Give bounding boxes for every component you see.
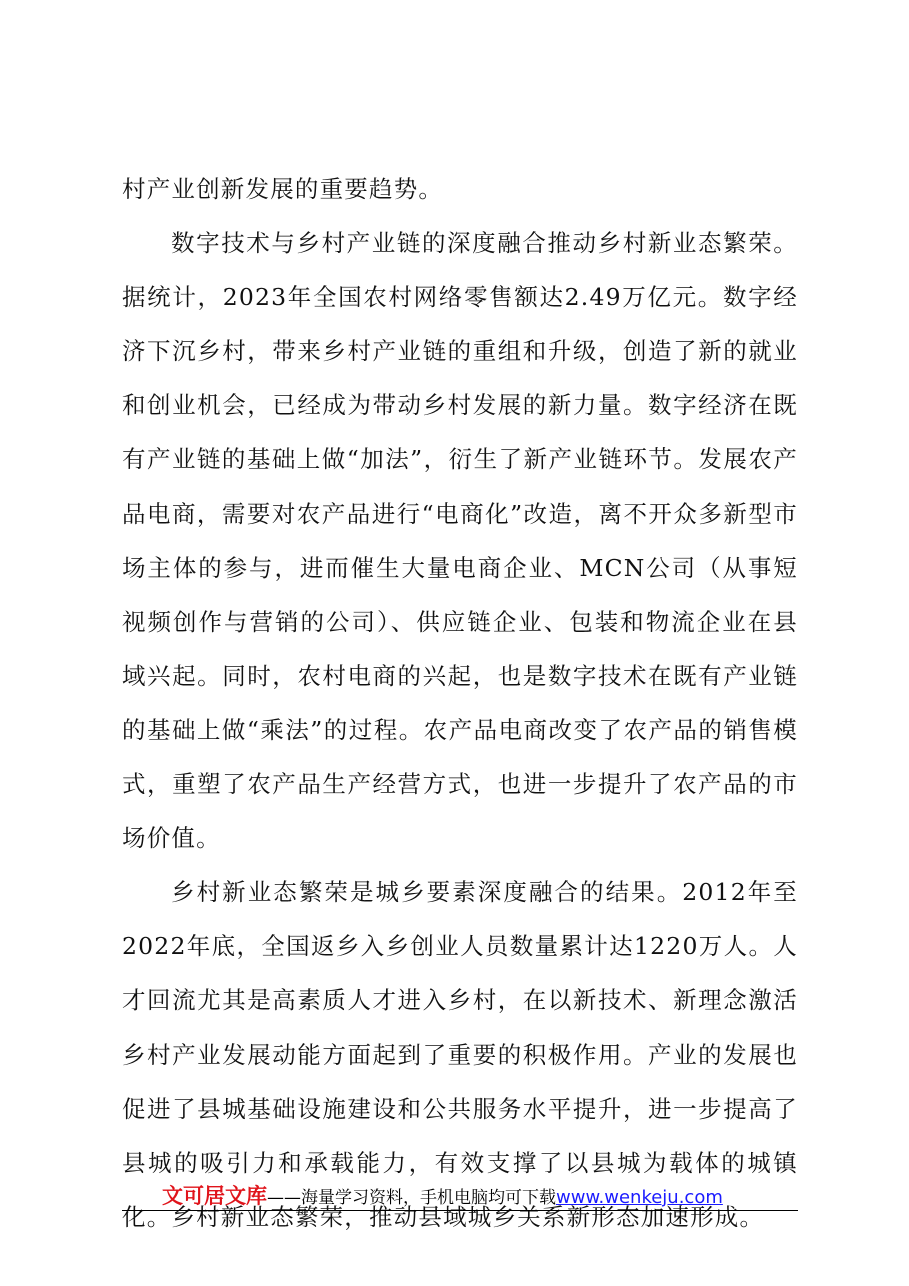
footer-line (122, 1182, 723, 1212)
footer-website-link[interactable]: www.wenkeju.com (556, 1187, 723, 1208)
footer-divider (122, 1210, 798, 1211)
paragraph-new-business-forms: 乡村新业态繁荣是城乡要素深度融合的结果。2012年至2022年底，全国返乡入乡创业人员数量累计达1220万人。人才回流尤其是高素质人才进入乡村，在以新技术、新理念激活乡村产业发展动能方面起到了重要的积极作用。产业的发展也促进了县城基础设施建设和公共服务水平提升，进一步提高了县城的吸引力和承载能力，有效支撑了以县城为载体的城镇化。乡村新业态繁荣，推动县域城乡关系新形态加速形成。 (122, 878, 798, 1231)
page-footer (122, 1182, 798, 1210)
paragraph-digital-technology: 数字技术与乡村产业链的深度融合推动乡村新业态繁荣。据统计，2023年全国农村网络零售额达2.49万亿元。数字经济下沉乡村，带来乡村产业链的重组和升级，创造了新的就业和创业机会，已经成为带动乡村发展的新力量。数字经济在既有产业链的基础上做“加法”，衍生了新产业链环节。发展农产品电商，需要对农产品进行“电商化”改造，离不开众多新型市场主体的参与，进而催生大量电商企业、MCN公司（从事短视频创作与营销的公司）、供应链企业、包装和物流企业在县域兴起。同时，农村电商的兴起，也是数字技术在既有产业链的基础上做“乘法”的过程。农产品电商改变了农产品的销售模式，重塑了农产品生产经营方式，也进一步提升了农产品的市场价值。 (122, 229, 798, 853)
footer-dash: —— (267, 1188, 301, 1208)
footer-brand-logo: 文可居文库 (162, 1184, 267, 1208)
footer-tagline: 海量学习资料，手机电脑均可下载 (301, 1188, 556, 1208)
paragraph-continuation: 村产业创新发展的重要趋势。 (122, 175, 444, 203)
document-body (122, 162, 798, 1244)
